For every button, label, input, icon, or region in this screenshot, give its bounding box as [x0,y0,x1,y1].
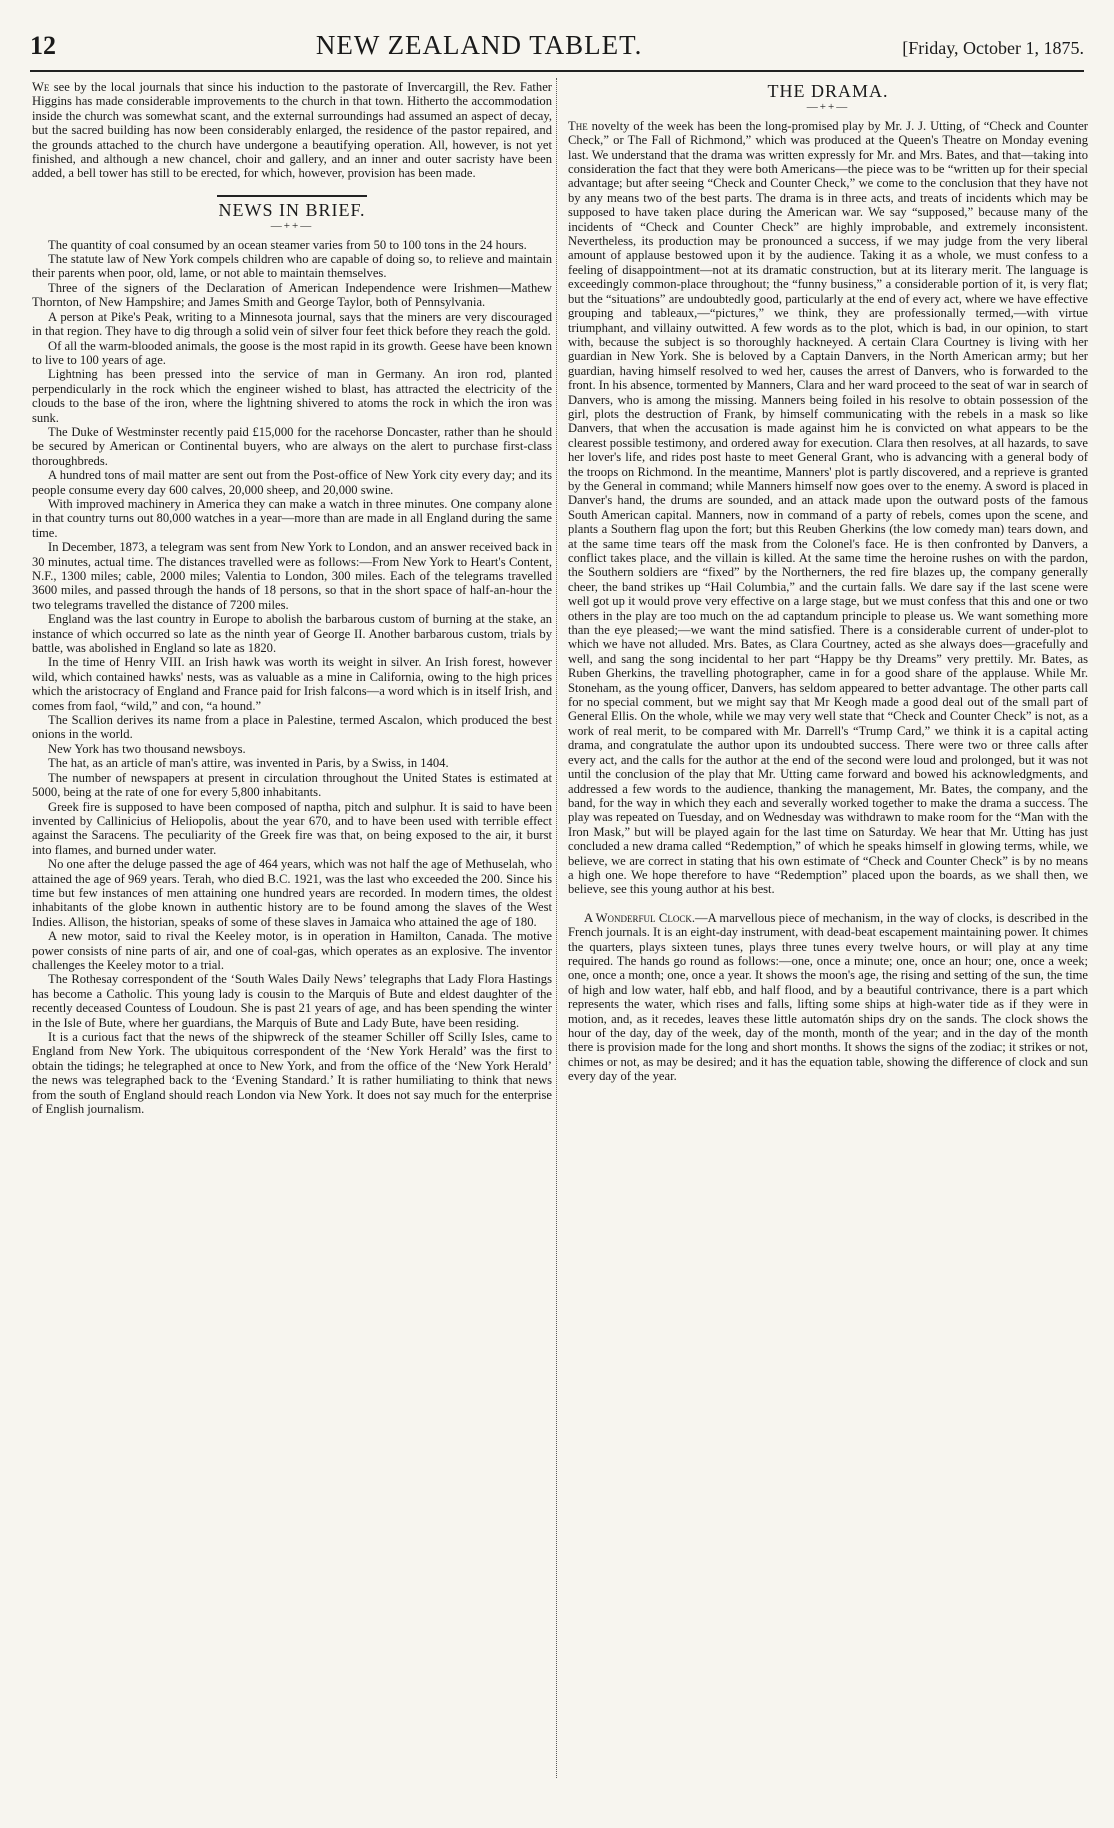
news-item: In December, 1873, a telegram was sent from New York to London, and an answer received back in 30 minutes, actual time. The distances travelled were as follows:—From New York to Heart's Content, N.F., 1300 miles; cable, 2000 miles; Valentia to London, 300 miles. Each of the telegrams travelled 3600 miles, and passed through the hands of 18 persons, so that in the short space of half-an-hour the two telegrams travelled the distance of 7200 miles. [32,540,552,612]
news-item: The Rothesay correspondent of the ‘South Wales Daily News’ telegraphs that Lady Flora Hastings has become a Catholic. This young lady is cousin to the Marquis of Bute and eldest daughter of the recently deceased Countess of Loudoun. She is past 21 years of age, and has been spending the winter in the Isle of Bute, where her guardians, the Marquis of Bute and Lady Bute, have been residing. [32,972,552,1030]
news-item: The statute law of New York compels children who are capable of doing so, to relieve and maintain their parents when poor, old, lame, or not able to maintain themselves. [32,252,552,281]
news-in-brief-heading: NEWS IN BRIEF. [218,199,366,220]
intro-text: see by the local journals that since his induction to the pastorate of Invercargill, the Rev. Father Higgins has made considerable improvements to the church in that town. Hitherto the accommodation inside the church was somewhat scant, and the external surroundings had assumed an aspect of decay, but the sacred building has now been considerably enlarged, the residence of the pastor repaired, and the grounds attached to the church have undergone a beautifying operation. All, however, is not yet finished, and although a new chancel, choir and gallery, and an inner and outer sacristy have been added, a bell tower has still to be erected, for which, however, provision has been made. [32,80,552,181]
news-item: Of all the warm-blooded animals, the goose is the most rapid in its growth. Geese have been known to live to 100 years of age. [32,338,552,367]
page-number: 12 [30,31,56,60]
news-item: Lightning has been pressed into the service of man in Germany. An iron rod, planted perpendicularly in the rock which the engineer wished to blast, has attracted the electricity of the clouds to the base of the iron, where the lightning shivered to atoms the rock in which the iron was sunk. [32,367,552,425]
news-item: The quantity of coal consumed by an ocean steamer varies from 50 to 100 tons in the 24 hours. [48,237,527,252]
section-rule [217,195,367,197]
news-item: A person at Pike's Peak, writing to a Minnesota journal, says that the miners are very discouraged in that region. They have to dig through a solid vein of silver four feet thick before they reach the gold. [32,309,552,339]
news-item: In the time of Henry VIII. an Irish hawk was worth its weight in silver. An Irish forest, however wild, which contained hawks' nests, was as valuable as a mine in California, owing to the high prices which the aristocracy of England and France paid for Irish falcons—a word which is in itself Irish, and comes from faol, “wild,” and con, “a hound.” [32,655,552,713]
news-item: A new motor, said to rival the Keeley motor, is in operation in Hamilton, Canada. The motive power consists of nine parts of air, and one of coal-gas, which operates as an explosive. The inventor challenges the Keeley motor to a trial. [32,929,552,972]
news-item: It is a curious fact that the news of the shipwreck of the steamer Schiller off Scilly Isles, came to England from New York. The ubiquitous correspondent of the ‘New York Herald’ was the first to obtain the tidings; he telegraphed at once to New York, and from the office of the ‘New York Herald’ the news was telegraphed back to the ‘Evening Standard.’ It is rather humiliating to think that news from the south of England should reach London via New York. It does not say much for the enterprise of English journalism. [32,1030,552,1117]
intro-lead: We [32,80,50,94]
news-item: The hat, as an article of man's attire, was invented in Paris, by a Swiss, in 1404. [48,756,449,771]
publication-title: NEW ZEALAND TABLET. [315,30,643,60]
section-gap [568,897,1088,911]
intro-paragraph [32,80,552,181]
column-divider [556,78,557,1778]
news-item: The Scallion derives its name from a place in Palestine, termed Ascalon, which produced the best onions in the world. [32,713,552,742]
right-column [568,80,1088,1084]
issue-date: [Friday, October 1, 1875. [902,38,1084,58]
news-item: The Duke of Westminster recently paid £15,000 for the racehorse Doncaster, rather than he should be secured by American or Continental buyers, who are always on the alert to purchase first-class thoroughbreds. [32,424,552,468]
wonderful-clock-article [568,911,1088,1084]
drama-heading: THE DRAMA. [767,81,889,101]
clock-lead: A Wonderful Clock. [584,910,695,925]
drama-text: novelty of the week has been the long-promised play by Mr. J. J. Utting, of “Check and Counter Check,” or The Fall of Richmond,” which was produced at the Queen's Theatre on Monday evening last. We understand that the drama was written expressly for Mr. and Mrs. Bates, and that—taking into consideration the fact that they were both Americans—the piece was to be “written up for their special advantage; but after seeing “Check and Counter Check,” we come to the conclusion that they have not by any means two of the best parts. The drama is in three acts, and treats of incidents which may be supposed to have taken place during the American war. We say “supposed,” because many of the incidents of “Check and Counter Check” are highly improbable, and extremely inconsistent. Nevertheless, its production may be pronounced a success, if we may judge from the very liberal amount of applause bestowed upon it by the audience. Taking it as a whole, we must confess to a feeling of disappointment—not at its dramatic construction, but at its literary merit. The language is exceedingly common-place throughout; the “funny business,” a considerable portion of it, is very flat; but the “situations” are undoubtedly good, particularly at the end of every act, where we have effective grouping and tableaux,—“pictures,” we think, they are professionally termed,—with virtue triumphant, and villainy outwitted. A few words as to the plot, which is bad, in our opinion, to start with, because the subject is so thoroughly hackneyed. A certain Clara Courtney is living with her guardian in New York. She is beloved by a Captain Danvers, in the North American army; but her guardian, having himself resolved to wed her, causes the arrest of Danvers, who is forwarded to the front. In his absence, tormented by Manners, Clara and her ward proceed to the seat of war in search of Danvers, who is among the missing. Manners being foiled in his resolve to obtain possession of the girl, plots the destruction of Frank, by himself communicating with the rebels in a mask so like Danvers, that when the accusation is made against him he is convicted on what appears to be the clearest possible testimony, and ordered away for execution. Clara then resolves, at all hazards, to save her lover's life, and rides post haste to meet General Grant, who is advancing with a general body of the troops on Richmond. In the meantime, Manners' plot is partly discovered, and a reprieve is granted by the General in command; while Manners himself now goes over to the enemy. A sword is placed in Danver's hand, the drums are sounded, and an attack made upon the outward posts of the famous South American capital. Manners, now in command of a party of rebels, comes upon the scene, and plants a Southern flag upon the fort; but this Reuben Gherkins (the low comedy man) tears down, and at the same time tears off the mask from the Colonel's face. He is then confronted by Danvers, a conflict takes place, and the villain is killed. At the same time the heroine rushes on with the pardon, the Southern soldiers are “fixed” by the Northerners, the red fire blazes up, the company generally cheer, the band strikes up “Hail Columbia,” and the curtain falls. We dare say if the last scene were well got up it would prove very effective on a large stage, but we must confess that this and one or two others in the play are too much on the ad captandum principle to please us. We want something more than the eye pleased;—we want the mind satisfied. There is a considerable current of under-plot to which we have not alluded. Mrs. Bates, as Clara Courtney, acted as she always does—gracefully and well, and sang the song incidental to her part “Happy be thy Dreams” very prettily. Mr. Bates, as Ruben Gherkins, the travelling photographer, came in for a good share of the applause. While Mr. Stoneham, as the young officer, Danvers, has seldom appeared to better advantage. The other parts call for no special comment, but we might say that Mr Keogh made a good deal out of the small part of General Ellis. On the whole, while we may very well state that “Check and Counter Check” is not, as a work of real merit, to be compared with Mr. Darrell's “Trump Card,” we think it is a capital acting drama, and congratulate the author upon its undoubted success. There were two or three calls after every act, and the calls for the author at the end of the second were loud and prolonged, but it was not until the conclusion of the play that Mr. Utting came forward and bowed his acknowledgments, and addressed a few words to the audience, thanking the management, Mr. Bates, the company, and the band, for the way in which they each and severally worked together to make the drama a success. The play was repeated on Tuesday, and on Wednesday was withdrawn to make room for the “Man with the Iron Mask,” but will be played again for the last time on Saturday. We hear that Mr. Utting has just concluded a new drama called “Redemption,” of which he speaks himself in glowing terms, while, we believe, we are correct in stating that his own estimate of “Check and Counter Check” is by no means a high one. We hope therefore to have “Redemption” placed upon the boards, as we shall then, we believe, see this young author at his best. [568,118,1088,897]
news-item: New York has two thousand newsboys. [48,741,246,756]
news-item: England was the last country in Europe to abolish the barbarous custom of burning at the stake, an instance of which occurred so late as the ninth year of George II. Another barbarous custom, trials by battle, was abolished in England so late as 1820. [32,612,552,656]
masthead [30,30,1084,68]
news-item: A hundred tons of mail matter are sent out from the Post-office of New York city every day; and its people consume every day 600 calves, 20,000 sheep, and 20,000 swine. [32,468,552,497]
news-item: The number of newspapers at present in circulation throughout the United States is estimated at 5000, being at the rate of one for every 5,800 inhabitants. [32,770,552,800]
drama-review [568,119,1088,897]
heading-ornament: —++— [806,101,850,114]
news-item: Greek fire is supposed to have been composed of naptha, pitch and sulphur. It is said to have been invented by Callinicius of Heliopolis, about the year 670, and to have been used with terrible effect against the Saracens. The peculiarity of the Greek fire was that, on being exposed to the air, it burst into flames, and burned under water. [32,799,552,857]
masthead-rule [30,70,1084,72]
news-item: No one after the deluge passed the age of 464 years, which was not half the age of Methuselah, who attained the age of 969 years. Terah, who died B.C. 1921, was the last who exceeded the 200. Since his time but few instances of men attaining one hundred years are recorded. In modern times, the oldest inhabitants of the globe known in authentic history are to be found among the slaves of the West Indies. Allison, the historian, speaks of some of these slaves in Jamaica who attained the age of 180. [32,857,552,929]
clock-text: —A marvellous piece of mechanism, in the way of clocks, is described in the French journals. It is an eight-day instrument, with dead-beat escapement maintaining power. It chimes the quarters, plays sixteen tunes, plays three tunes every twelve hours, or will play at any time required. The hands go round as follows:—one, once a minute; one, once an hour; one, once a week; one, once a month; one, once a year. It shows the moon's age, the rising and setting of the sun, the time of high and low water, half ebb, and half flood, and by a beautiful contrivance, there is a part which represents the water, which rises and falls, lifting some ships at high-water tide as if they were in motion, and, as it recedes, leaves these little automatón ships dry on the sands. The clock shows the hour of the day, day of the week, day of the month, month of the year; and in the day of the month there is provision made for the long and short months. It shows the signs of the zodiac; it strikes or not, chimes or not, as may be desired; and it has the equation table, showing the difference of clock and sun every day of the year. [568,910,1088,1084]
news-item: Three of the signers of the Declaration of American Independence were Irishmen—Mathew Thornton, of New Hampshire; and James Smith and George Taylor, both of Pennsylvania. [32,280,552,310]
drama-lead: The [568,118,588,133]
news-in-brief-items [32,238,552,1117]
news-item: With improved machinery in America they can make a watch in three minutes. One company alone in that country turns out 80,000 watches in a year—more than are made in all England during the same time. [32,496,552,540]
heading-ornament: —++— [270,220,314,233]
left-column [32,80,552,1116]
